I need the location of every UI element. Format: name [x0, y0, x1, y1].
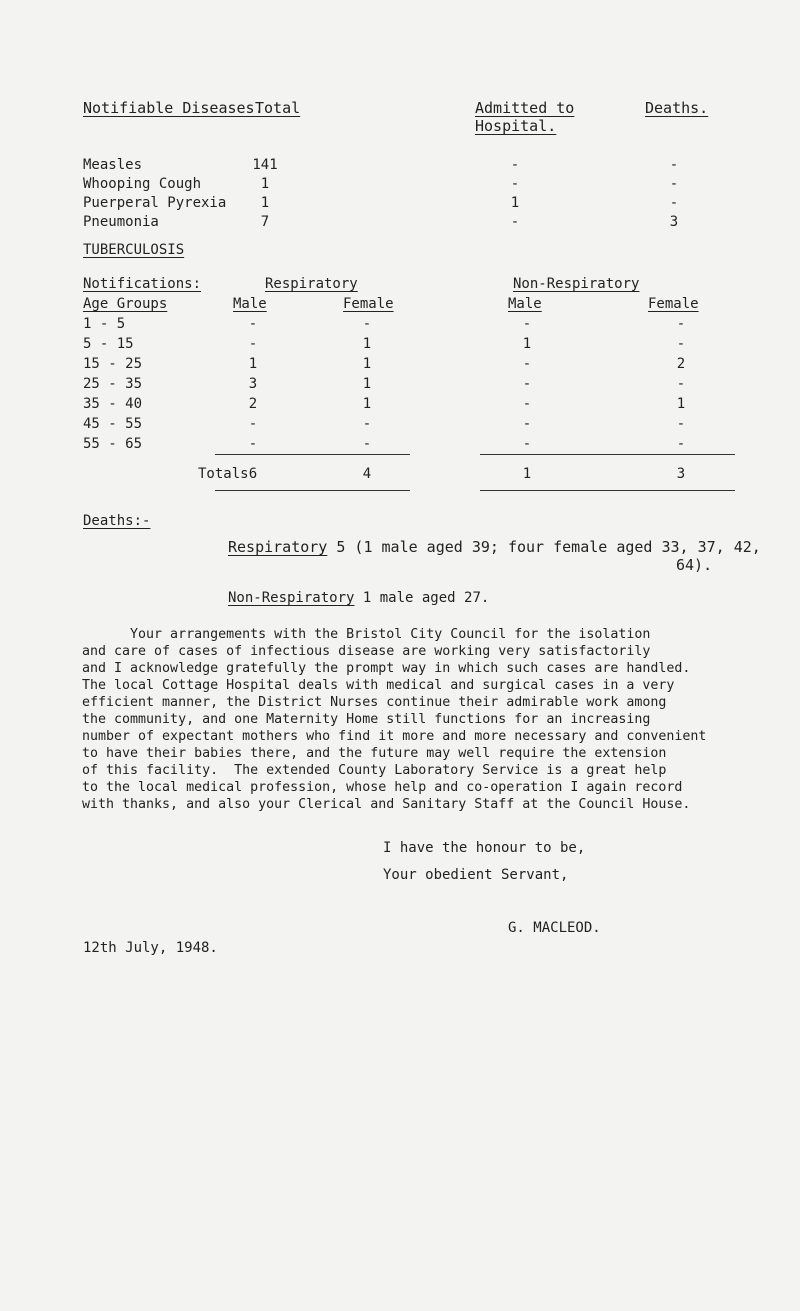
- tb-nonresp-male: 1: [522, 336, 532, 352]
- totals-bottom-rule-non-respiratory: [480, 490, 735, 491]
- report-paragraph: Your arrangements with the Bristol City Council for the isolation and care of cases of infectious disease are working very satisfactorily and I acknowledge gratefully the prompt way in which such cases are handled. The local Cottage Hospital deals with medical and surgical cases in a very efficient manner, the District Nurses continue their admirable work among the community, and one Maternity Home still functions for an increasing number of expectant mothers who find it more and more necessary and convenient to have their babies there, and the future may well require the extension of this facility. The extended County Laboratory Service is a great help to the local medical profession, whose help and co-operation I again record with thanks, and also your Clerical and Sanitary Staff at the Council House.: [82, 627, 707, 812]
- tb-nonresp-female: -: [676, 376, 686, 392]
- tb-non-respiratory-label: Non-Respiratory: [513, 276, 640, 292]
- tb-nonresp-female: -: [676, 316, 686, 332]
- tb-age: 35 - 40: [83, 396, 143, 412]
- disease-deaths: 3: [669, 214, 679, 230]
- closing-line-2: Your obedient Servant,: [383, 867, 569, 883]
- disease-admitted: -: [510, 157, 520, 173]
- disease-deaths: -: [669, 195, 679, 211]
- tb-nonresp-female-label: Female: [648, 296, 699, 312]
- disease-total: 1: [260, 176, 270, 192]
- tb-resp-male: 3: [248, 376, 258, 392]
- tb-resp-male: -: [248, 436, 258, 452]
- tb-resp-female-label: Female: [343, 296, 394, 312]
- tb-age: 25 - 35: [83, 376, 143, 392]
- disease-admitted: -: [510, 214, 520, 230]
- header-diseases: Notifiable Diseases.: [83, 99, 264, 117]
- deaths-respiratory-line: [228, 538, 761, 556]
- disease-total: 1: [260, 195, 270, 211]
- header-total: Total: [255, 99, 301, 117]
- tb-notifications-label: Notifications:: [83, 276, 202, 292]
- tb-nonresp-female: -: [676, 336, 686, 352]
- tb-nonresp-male: -: [522, 376, 532, 392]
- tb-nonresp-female: -: [676, 436, 686, 452]
- tb-nonresp-male: -: [522, 316, 532, 332]
- tb-respiratory-label: Respiratory: [265, 276, 358, 292]
- disease-name: Measles: [83, 157, 143, 173]
- tb-total-nonresp-male: 1: [522, 466, 532, 482]
- tb-total-resp-female: 4: [362, 466, 372, 482]
- tb-total-resp-male: 6: [248, 466, 258, 482]
- tb-resp-male: 2: [248, 396, 258, 412]
- tb-resp-female: -: [362, 316, 372, 332]
- tb-nonresp-male-label: Male: [508, 296, 542, 312]
- totals-rule-non-respiratory: [480, 454, 735, 455]
- header-admitted-line1: Admitted to: [475, 99, 575, 117]
- tb-resp-female: -: [362, 436, 372, 452]
- disease-admitted: 1: [510, 195, 520, 211]
- tb-resp-male-label: Male: [233, 296, 267, 312]
- tb-resp-female: 1: [362, 376, 372, 392]
- tb-heading: TUBERCULOSIS: [83, 242, 185, 258]
- tb-resp-female: 1: [362, 356, 372, 372]
- signature: G. MACLEOD.: [508, 920, 601, 936]
- disease-name: Puerperal Pyrexia: [83, 195, 227, 211]
- tb-resp-female: 1: [362, 336, 372, 352]
- disease-deaths: -: [669, 157, 679, 173]
- tb-total-nonresp-female: 3: [676, 466, 686, 482]
- tb-age-groups-label: Age Groups: [83, 296, 168, 312]
- tb-age: 15 - 25: [83, 356, 143, 372]
- header-admitted-line2: Hospital.: [475, 117, 557, 135]
- deaths-non-respiratory-line: [228, 590, 489, 606]
- deaths-respiratory-text-cont: 64).: [676, 556, 713, 574]
- tb-nonresp-male: -: [522, 416, 532, 432]
- totals-rule-respiratory: [215, 454, 410, 455]
- tb-resp-male: 1: [248, 356, 258, 372]
- tb-nonresp-male: -: [522, 356, 532, 372]
- closing-line-1: I have the honour to be,: [383, 840, 586, 856]
- tb-resp-female: 1: [362, 396, 372, 412]
- disease-name: Pneumonia: [83, 214, 159, 230]
- tb-age: 5 - 15: [83, 336, 134, 352]
- disease-deaths: -: [669, 176, 679, 192]
- deaths-label: Deaths:-: [83, 513, 151, 529]
- tb-resp-female: -: [362, 416, 372, 432]
- tb-nonresp-female: 2: [676, 356, 686, 372]
- tb-age: 1 - 5: [83, 316, 126, 332]
- deaths-non-respiratory-label: Non-Respiratory: [228, 590, 355, 606]
- tb-nonresp-male: -: [522, 396, 532, 412]
- tb-nonresp-female: 1: [676, 396, 686, 412]
- report-date: 12th July, 1948.: [83, 940, 218, 956]
- deaths-respiratory-label: Respiratory: [228, 538, 328, 556]
- tb-age: 55 - 65: [83, 436, 143, 452]
- tb-totals-label: Totals: [198, 466, 249, 482]
- deaths-non-respiratory-text: 1 male aged 27.: [362, 590, 490, 606]
- header-deaths: Deaths.: [645, 99, 709, 117]
- deaths-respiratory-text: 5 (1 male aged 39; four female aged 33, 37, 42,: [336, 538, 761, 556]
- tb-resp-male: -: [248, 336, 258, 352]
- tb-nonresp-male: -: [522, 436, 532, 452]
- tb-age: 45 - 55: [83, 416, 143, 432]
- totals-bottom-rule-respiratory: [215, 490, 410, 491]
- tb-nonresp-female: -: [676, 416, 686, 432]
- tb-resp-male: -: [248, 316, 258, 332]
- disease-admitted: -: [510, 176, 520, 192]
- disease-name: Whooping Cough: [83, 176, 202, 192]
- tb-resp-male: -: [248, 416, 258, 432]
- disease-total: 141: [252, 157, 278, 173]
- disease-total: 7: [260, 214, 270, 230]
